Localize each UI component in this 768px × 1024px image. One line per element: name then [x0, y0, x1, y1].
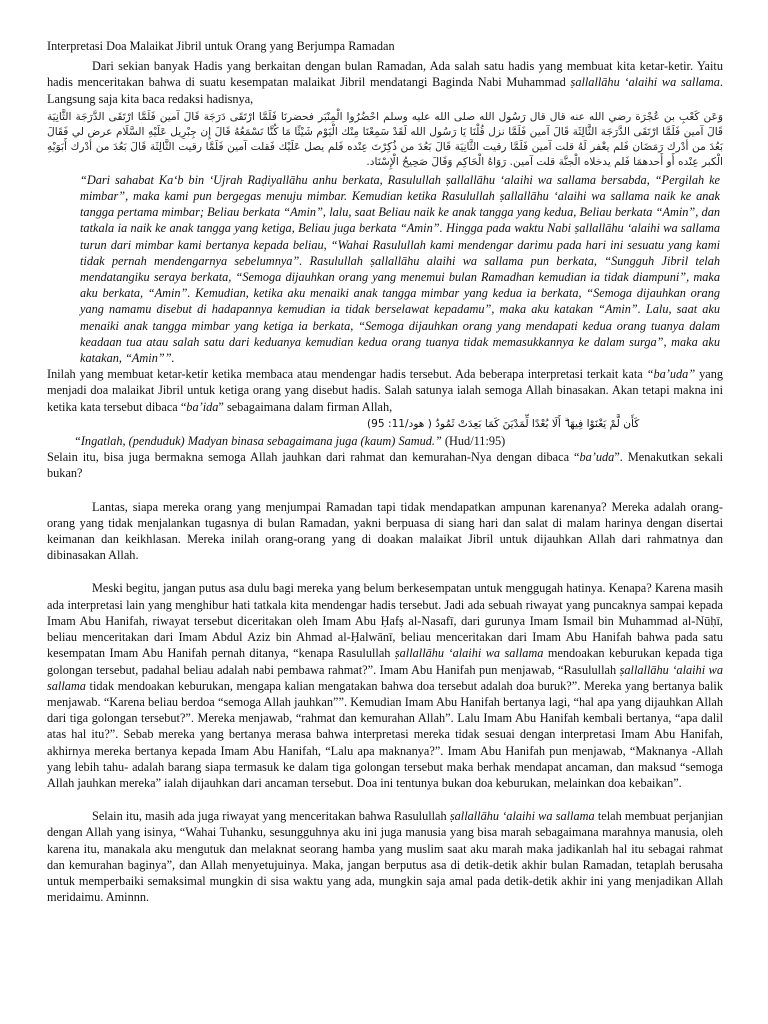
verse-translation-line [74, 433, 723, 449]
abu-hanifah-text-2: mendoakan keburukan kepada tiga golongan tersebut, padahal beliau adalah nabi pembawa rahmat?”. Imam Abu Hanifah pun menjawab, “Rasulullah [47, 646, 723, 677]
closing-text-end: telah membuat perjanjian dengan Allah yang isinya, “Wahai Tuhanku, sesungguhnya aku ini juga manusia yang bisa marah sebagaimana marahnya manusia, oleh karena itu, manakala aku mengutuk dan melaknat seorang hamba yang muslim saat aku marah maka jadikanlah hal itu sebagai rahmat dan kemurahan baginya”, dan Allah menyetujuinya. Maka, jangan berputus asa di detik-detik akhir bulan Ramadan, tetaplah berusaha untuk memperbaiki semaksimal mungkin di sisa waktu yang ada, mungkin saja amal pada detik-detik akhir ini yang menjadikan Allah meridaimu. Aminnn. [47, 809, 723, 905]
intro-paragraph [47, 58, 723, 107]
meaning-text: Selain itu, bisa juga bermakna semoga Allah jauhkan dari rahmat dan kemurahan-Nya dengan dibaca “ [47, 450, 580, 465]
term-ba-ida: ba’ida [186, 399, 219, 414]
interpretation-text-2: yang menjadi doa malaikat Jibril untuk ketiga orang yang disebut hadis. Salah satunya ialah semoga Allah binasakan. Akan tetapi makna ini ketika kata tersebut dibaca “ [47, 367, 723, 414]
honorific-text-3: ṣallallāhu ‘alaihi wa sallama [47, 662, 723, 693]
interpretation-text-3: ” sebagaimana dalam firman Allah, [218, 399, 393, 414]
honorific-text-2: ṣallallāhu ‘alaihi wa sallama [394, 646, 544, 661]
abu-hanifah-paragraph [47, 580, 723, 791]
interpretation-paragraph [47, 366, 723, 415]
verse-reference: (Hud/11:95) [441, 434, 506, 449]
term-ba-uda: “ba’uda” [646, 367, 696, 382]
arabic-hadith-text: وَعَن كَعْبِ بن عُجْرَة رضي الله عنه قال قال رَسُول الله صلى الله عليه وسلم احْضُرُوا الْمِنْبَر فحضرنَا فَلَمَّا ارْتَقَى دَرَجَة قَالَ آمين فَلَمَّا ارْتَقَى الدَّرَجَة الثَّانِيَة قَالَ آمين فَلَمَّا ارْتَقَى الدَّرَجَة الثَّالِثَة قَالَ آمين فَلَمَّا نزل قُلْنَا يَا رَسُول الله لَقَدْ سَمِعْنَا مِنْك الْيَوْم شَيْئًا مَا كُنَّا نَسْمَعُهُ قَالَ إِن جِبْرِيل عَلَيْهِ السَّلَام عرض لي فَقَالَ بَعُدَ من أدْرك رَمَضَان فَلم يغْفر لَهُ قلت آمين فَلَمَّا رقيت الثَّانِيَة قَالَ بَعُدَ من ذُكِرْتَ عِنْده فَلم يصل عَلَيْك فَقلت آمين فَلَمَّا رقيت الثَّالِثَة قَالَ بَعُدَ من أدْرك أَبَوَيْهِ الْكبر عِنْده أَو أَحدهمَا فَلم يدخلاه الْجنَّة قلت آمين. رَوَاهُ الْحَاكِم وَقَالَ صَحِيحُ الْإِسْنَاد. [47, 110, 723, 168]
document-title: Interpretasi Doa Malaikat Jibril untuk Orang yang Berjumpa Ramadan [47, 39, 395, 53]
who-paragraph: Lantas, siapa mereka orang yang menjumpai Ramadan tapi tidak mendapatkan ampunan karenanya? Mereka adalah orang-orang yang tidak menjalankan tugasnya di bulan Ramadan, yakni berpuasa di siang hari dan salat di malam harinya dengan disertai keimanan dan keikhlasan. Mereka inilah orang-orang yang di doakan malaikat Jibril untuk dijauhkan Allah dari rahmatnya dan dibinasakan Allah. [47, 499, 723, 563]
closing-text: Selain itu, masih ada juga riwayat yang menceritakan bahwa Rasulullah [92, 809, 450, 824]
meaning-paragraph [47, 449, 723, 481]
interpretation-text: Inilah yang membuat ketar-ketir ketika membaca atau mendengar hadis tersebut. Ada beberapa interpretasi terkait kata [47, 367, 647, 382]
hadith-translation: “Dari sahabat Ka‘b bin ‘Ujrah Raḍiyallāhu anhu berkata, Rasulullah ṣallallāhu ‘alaihi wa sallama bersabda, “Pergilah ke mimbar”, maka kami pun bergegas menuju mimbar. Kemudian ketika Rasulullah ṣallallāhu ‘alaihi wa sallama naik ke anak tangga pertama mimbar; Beliau berkata “Amin”, lalu, saat Beliau naik ke anak tangga yang kedua, Beliau berkata “Amin”, dan tatkala ia naik ke anak tangga yang ketiga, Beliau juga berkata “Amin”. Hingga pada waktu Nabi ṣallallāhu ‘alaihi wa sallama turun dari mimbar kami bertanya kepada beliau, “Wahai Rasulullah kami mendengar darimu pada hari ini sesuatu yang kami tidak pernah mendengarnya sebelumnya”. Rasulullah ṣallallāhu alaihi wa sallama pun berkata, “Sungguh Jibril telah mendatangiku seraya berkata, “Semoga dijauhkan orang yang menemui bulan Ramadhan kemudian ia tidak diampuni”, maka aku berkata, “Amin”. Kemudian, ketika aku menaiki anak tangga mimbar yang kedua ia berkata, “Semoga dijauhkan orang yang namamu disebut di hadapannya kemudian ia tidak berselawat kepadamu”, maka aku katakan “Amin”. Lalu, saat aku menaiki anak tangga mimbar yang ketiga ia berkata, “Semoga dijauhkan orang yang mendapati kedua orang tuanya dalam keadaan tua atau salah satu dari keduanya kemudian kedua orang tuanya tidak memasukkannya ke dalam surga”, maka aku katakan, “Amin””. [80, 172, 720, 366]
intro-text: Dari sekian banyak Hadis yang berkaitan dengan bulan Ramadan, Ada salah satu hadis yang membuat kita ketar-ketir. Yaitu hadis menceritakan bahwa di suatu kesempatan malaikat Jibril mendatangi Baginda Nabi Muhammad [47, 59, 723, 90]
intro-text-end: . Langsung saja kita baca redaksi hadisnya, [47, 75, 723, 106]
honorific-text: ṣallallāhu ‘alaihi wa sallama [570, 75, 720, 90]
term-ba-uda-2: ba’uda [579, 450, 615, 465]
abu-hanifah-text: Meski begitu, jangan putus asa dulu bagi mereka yang belum berkesempatan untuk menggugah hatinya. Kenapa? Karena masih ada interpretasi lain yang menghibur hati tatkala kita mendengar hadis tersebut. Jadi ada sebuah riwayat yang puncaknya sampai kepada Imam Abu Hanifah, riwayat tersebut diceritakan oleh Imam Abu Ḥafṣ al-Nasafī, dari gurunya Imam Ismail bin Muhammad al-Nūḥī, beliau menceritakan dari Imam Abdul Aziz bin Ahmad al-Ḥalwānī, beliau menceritakan dari Imam Abu Hanifah bahwa pada satu kesempatan Imam Abu Hanifah pernah ditanya, “kenapa Rasulullah [47, 581, 723, 661]
meaning-text-end: ”. Menakutkan sekali bukan? [47, 450, 723, 481]
abu-hanifah-text-3: tidak mendoakan keburukan, mengapa kalian mengatakan bahwa doa tersebut adalah doa buruk?”. Mereka yang bertanya balik menjawab. “Karena beliau berdoa “semoga Allah jauhkan””. Kemudian Imam Abu Hanifah bertanya lagi, “hal apa yang dijauhkan Allah dari tiga golongan tersebut?”. Mereka menjawab, “rahmat dan kemurahan Allah”. Lalu Imam Abu Hanifah kembali bertanya, “apa dalil atas hal itu?”. Sebab mereka yang bertanya merasa bahwa interpretasi mereka tidak sesuai dengan interpretasi Imam Abu Hanifah, akhirnya mereka bertanya kepada Imam Abu Hanifah, “Lalu apa maknanya?”. Imam Abu Hanifah pun menjawab, “Maknanya -Allah yang lebih tahu- adalah barang siapa termasuk ke dalam tiga golongan tersebut maka berhak mendapat ancaman, dan maksud “semoga Allah jauhkan mereka” ialah dijauhkan dari ancaman tersebut. Doa ini tentunya bukan doa keburukan, melainkan doa kebaikan”. [47, 678, 723, 790]
closing-paragraph [47, 808, 723, 905]
document-body [47, 38, 723, 905]
honorific-text-4: ṣallallāhu ‘alaihi wa sallama [449, 809, 595, 824]
arabic-verse: كَأَن لَّمْ يَغْنَوْا فِيهَا ۗ أَلَا بُعْدًا لِّمَدْيَنَ كَمَا بَعِدَتْ ثَمُودُ ( هود/11: 95) [367, 417, 640, 430]
verse-translation: “Ingatlah, (penduduk) Madyan binasa sebagaimana juga (kaum) Samud.” [74, 434, 442, 449]
